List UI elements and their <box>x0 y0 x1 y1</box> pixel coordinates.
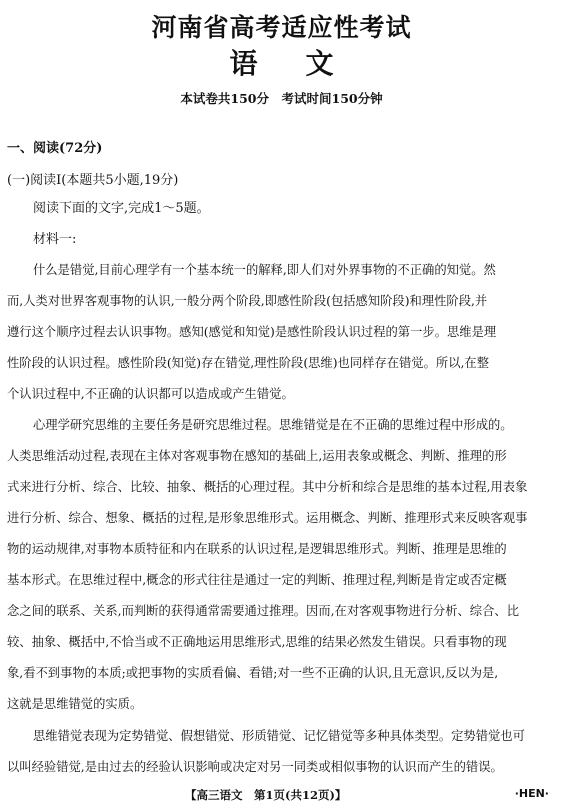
paragraph-line: 基本形式。在思维过程中,概念的形式往往是通过一定的判断、推理过程,判断是肯定或否定概 <box>7 573 507 587</box>
paragraph-line: 遵行这个顺序过程去认识事物。感知(感觉和知觉)是感性阶段认识过程的第一步。思维是理 <box>7 325 497 339</box>
paragraph-line: 物的运动规律,对事物本质特征和内在联系的认识过程,是逻辑思维形式。判断、推理是思维的 <box>7 542 507 556</box>
paragraph-line: 念之间的联系、关系,而判断的获得通常需要通过推理。因而,在对客观事物进行分析、综合、比 <box>7 604 519 618</box>
paragraph-line: 思维错觉表现为定势错觉、假想错觉、形质错觉、记忆错觉等多种具体类型。定势错觉也可 <box>33 729 525 743</box>
paragraph-line: 较、抽象、概括中,不恰当或不正确地运用思维形式,思维的结果必然发生错误。只看事物的现 <box>7 635 507 649</box>
section-heading: 一、阅读(72分) <box>7 141 103 156</box>
paragraph-line: 人类思维活动过程,表现在主体对客观事物在感知的基础上,运用表象或概念、判断、推理的形 <box>7 449 507 463</box>
paragraph-line: 性阶段的认识过程。感性阶段(知觉)存在错觉,理性阶段(思维)也同样存在错觉。所以,在整 <box>7 356 489 370</box>
paragraph-line: 而,人类对世界客观事物的认识,一般分两个阶段,即感性阶段(包括感知阶段)和理性阶段,并 <box>7 294 488 308</box>
paragraph-line: 以叫经验错觉,是由过去的经验认识影响或决定对另一同类或相似事物的认识而产生的错误。 <box>7 760 503 774</box>
paragraph-line: 进行分析、综合、想象、概括的过程,是形象思维形式。运用概念、判断、推理形式来反映客观事 <box>7 511 528 525</box>
footer-mark: ·HEN· <box>514 787 549 800</box>
paragraph-line: 象,看不到事物的本质;或把事物的实质看偏、看错;对一些不正确的认识,且无意识,反以为是, <box>7 666 499 680</box>
material-label: 材料一: <box>33 232 77 247</box>
subject-title: 语文 <box>229 47 382 80</box>
paragraph-line: 个认识过程中,不正确的认识都可以造成或产生错觉。 <box>7 387 294 401</box>
page-footer: 【高三语文 第1页(共12页)】 <box>185 788 347 802</box>
paragraph-line: 心理学研究思维的主要任务是研究思维过程。思维错觉是在不正确的思维过程中形成的。 <box>33 418 513 432</box>
exam-title: 河南省高考适应性考试 <box>151 13 412 42</box>
exam-note: 本试卷共150分 考试时间150分钟 <box>180 91 383 106</box>
paragraph-line: 式来进行分析、综合、比较、抽象、概括的心理过程。其中分析和综合是思维的基本过程,用表象 <box>7 480 528 494</box>
subsection-heading: (一)阅读Ⅰ(本题共5小题,19分) <box>7 173 179 188</box>
paragraph-line: 这就是思维错觉的实质。 <box>7 697 143 711</box>
instruction-text: 阅读下面的文字,完成1～5题。 <box>33 201 210 216</box>
paragraph-line: 什么是错觉,目前心理学有一个基本统一的解释,即人们对外界事物的不正确的知觉。然 <box>33 263 496 277</box>
